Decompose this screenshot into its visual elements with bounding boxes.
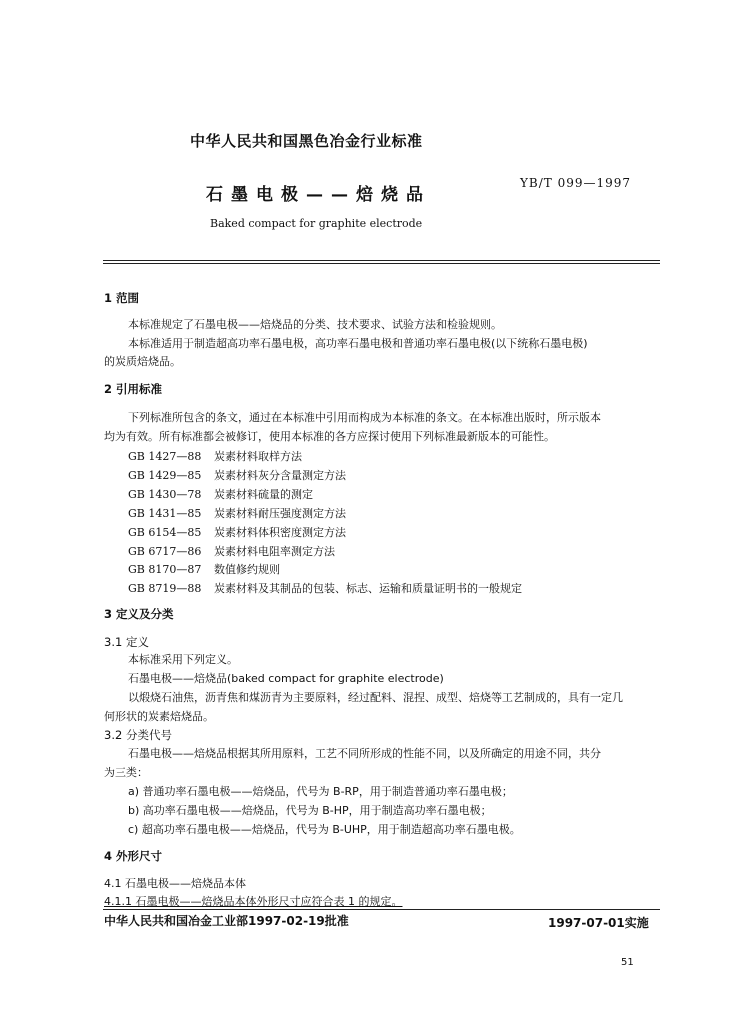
- section-3-2-paragraph: 为三类：: [104, 766, 148, 779]
- footer-divider: [103, 909, 660, 910]
- reference-item: GB 8719—88 炭素材料及其制品的包装、标志、运输和质量证明书的一般规定: [128, 582, 522, 595]
- section-3-1-paragraph: 石墨电极——焙烧品(baked compact for graphite electrode): [128, 672, 444, 685]
- section-4-1-1-heading: 4.1.1 石墨电极——焙烧品本体外形尺寸应符合表 1 的规定。: [104, 895, 403, 908]
- document-subtitle: Baked compact for graphite electrode: [210, 217, 423, 230]
- reference-item: GB 8170—87 数值修约规则: [128, 563, 280, 576]
- reference-item: GB 1427—88 炭素材料取样方法: [128, 450, 302, 463]
- section-3-1-paragraph: 以煅烧石油焦，沥青焦和煤沥青为主要原料，经过配料、混捏、成型、焙烧等工艺制成的，具有一定几: [128, 691, 623, 704]
- approval-note: 中华人民共和国冶金工业部1997-02-19批准: [104, 914, 349, 928]
- section-2-paragraph: 下列标准所包含的条文，通过在本标准中引用而构成为本标准的条文。在本标准出版时，所示版本: [128, 411, 601, 424]
- section-3-2-heading: 3.2 分类代号: [104, 728, 172, 742]
- standard-code: YB/T 099—1997: [520, 176, 632, 190]
- section-2-paragraph: 均为有效。所有标准都会被修订，使用本标准的各方应探讨使用下列标准最新版本的可能性。: [104, 430, 555, 443]
- list-item: c) 超高功率石墨电极——焙烧品，代号为 B-UHP，用于制造超高功率石墨电极。: [128, 823, 521, 836]
- list-item: a) 普通功率石墨电极——焙烧品，代号为 B-RP，用于制造普通功率石墨电极；: [128, 785, 513, 798]
- section-4-heading: 4 外形尺寸: [104, 849, 163, 863]
- section-1-paragraph: 本标准规定了石墨电极——焙烧品的分类、技术要求、试验方法和检验规则。: [128, 318, 502, 331]
- section-3-2-paragraph: 石墨电极——焙烧品根据其所用原料，工艺不同所形成的性能不同，以及所确定的用途不同，共分: [128, 747, 601, 760]
- standard-org-heading: 中华人民共和国黑色冶金行业标准: [190, 132, 423, 150]
- section-4-1-heading: 4.1 石墨电极——焙烧品本体: [104, 877, 246, 890]
- section-2-heading: 2 引用标准: [104, 382, 163, 396]
- reference-item: GB 6154—85 炭素材料体积密度测定方法: [128, 526, 346, 539]
- section-1-paragraph: 的炭质焙烧品。: [104, 355, 181, 368]
- document-title: 石墨电极——焙烧品: [206, 185, 431, 205]
- reference-item: GB 6717—86 炭素材料电阻率测定方法: [128, 545, 335, 558]
- implementation-date: 1997-07-01实施: [548, 916, 649, 930]
- section-3-1-paragraph: 何形状的炭素焙烧品。: [104, 710, 214, 723]
- reference-item: GB 1431—85 炭素材料耐压强度测定方法: [128, 507, 346, 520]
- reference-item: GB 1429—85 炭素材料灰分含量测定方法: [128, 469, 346, 482]
- section-1-heading: 1 范围: [104, 291, 140, 305]
- section-3-1-paragraph: 本标准采用下列定义。: [128, 653, 238, 666]
- header-divider-bottom: [103, 263, 660, 264]
- page-number: 51: [621, 957, 634, 968]
- section-3-1-heading: 3.1 定义: [104, 635, 149, 649]
- list-item: b) 高功率石墨电极——焙烧品，代号为 B-HP，用于制造高功率石墨电极；: [128, 804, 492, 817]
- header-divider-top: [103, 260, 660, 261]
- section-3-heading: 3 定义及分类: [104, 607, 174, 621]
- section-1-paragraph: 本标准适用于制造超高功率石墨电极，高功率石墨电极和普通功率石墨电极(以下统称石墨电极): [128, 337, 588, 350]
- reference-item: GB 1430—78 炭素材料硫量的测定: [128, 488, 313, 501]
